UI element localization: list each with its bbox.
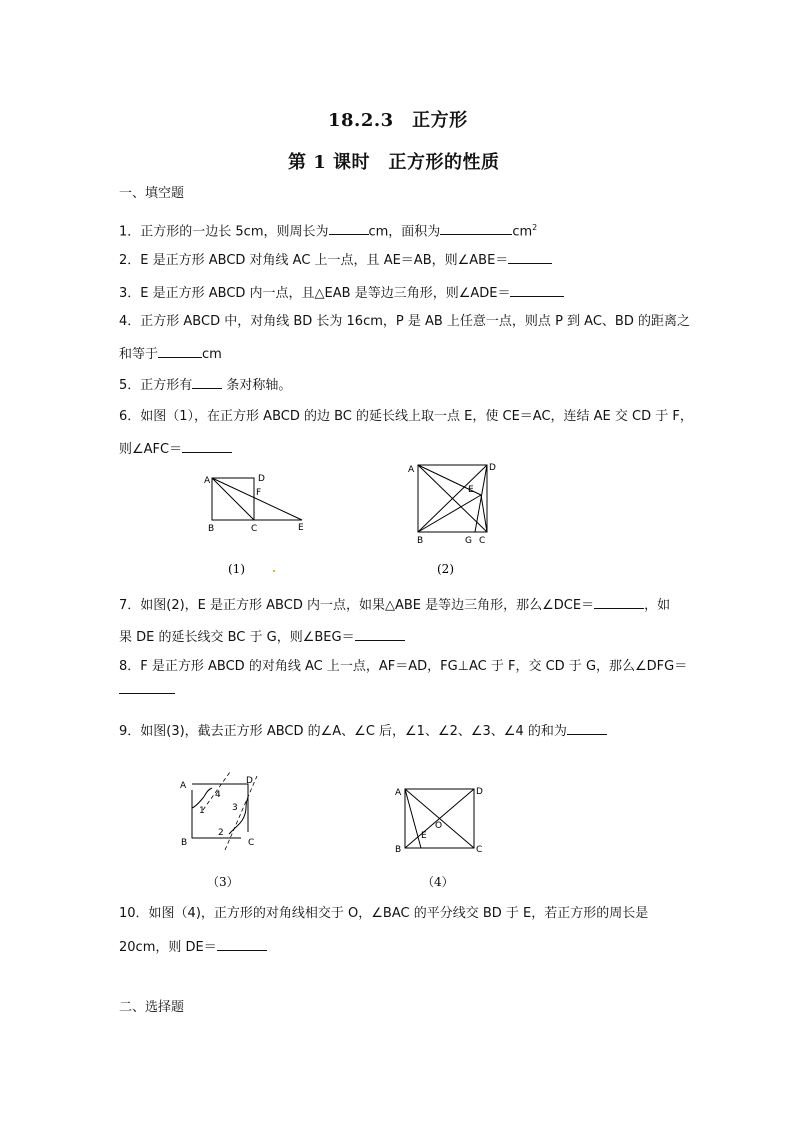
figure-1-caption: (1) [228, 562, 245, 576]
answer-blank [329, 222, 369, 235]
q3-text: 3．E 是正方形 ABCD 内一点，且△EAB 是等边三角形，则∠ADE＝ [119, 286, 511, 301]
page-title: 18.2.3 正方形 [328, 110, 468, 131]
stray-dot [273, 570, 275, 572]
q1-text-a: 1．正方形的一边长 5cm，则周长为 [119, 224, 329, 240]
label-e: E [421, 831, 427, 841]
angle-label-2: 2 [218, 828, 224, 838]
label-b: B [417, 536, 424, 546]
section-heading-fill-blank: 一、填空题 [119, 186, 185, 201]
label-d: D [246, 776, 253, 786]
figure-3-caption: （3） [207, 875, 239, 889]
label-o: O [435, 821, 443, 831]
question-10-line1: 10．如图（4)，正方形的对角线相交于 O，∠BAC 的平分线交 BD 于 E，若正方形的周长是 [119, 906, 649, 921]
q4-text: 和等于 [119, 347, 159, 362]
page-subtitle: 第 1 课时 正方形的性质 [288, 152, 500, 173]
label-a: A [204, 476, 211, 486]
figure-2 [405, 460, 515, 580]
question-4-line2 [119, 345, 222, 363]
diagonal-ac [212, 478, 254, 520]
q1-text-b: cm，面积为 [368, 224, 441, 240]
answer-blank [594, 596, 644, 609]
question-6-line2 [119, 440, 232, 458]
angle-label-1: 1 [199, 806, 205, 816]
question-4-line1: 4．正方形 ABCD 中，对角线 BD 长为 16cm，P 是 AB 上任意一点，则点 P 到 AC、BD 的距离之 [119, 314, 690, 329]
q7-text-b: ，如 [644, 598, 671, 613]
figure-4-caption: （4） [422, 875, 454, 889]
label-a: A [395, 788, 402, 798]
answer-blank [182, 440, 232, 453]
bisector-ae [405, 789, 421, 848]
segment-be [418, 495, 481, 532]
label-e: E [298, 523, 304, 533]
section-heading-multiple-choice: 二、选择题 [119, 1000, 185, 1015]
angle-label-3: 3 [232, 803, 238, 813]
q6-text: 则∠AFC＝ [119, 442, 183, 457]
label-c: C [476, 845, 483, 855]
q2-text: 2．E 是正方形 ABCD 对角线 AC 上一点，且 AE＝AB，则∠ABE＝ [119, 253, 509, 268]
angle-label-4: 4 [215, 790, 221, 800]
question-8-line1: 8．F 是正方形 ABCD 的对角线 AC 上一点，AF＝AD，FG⊥AC 于 F，交 CD 于 G，那么∠DFG＝ [119, 659, 688, 674]
question-5 [119, 376, 291, 394]
q10-text: 20cm，则 DE＝ [119, 940, 217, 955]
label-b: B [181, 838, 188, 848]
figure-2-caption: (2) [437, 562, 454, 576]
label-g: G [465, 536, 472, 546]
label-c: C [248, 838, 255, 848]
question-7-line1 [119, 596, 670, 614]
question-6-line1: 6．如图（1），在正方形 ABCD 的边 BC 的延长线上取一点 E，使 CE＝AC，连结 AE 交 CD 于 F， [119, 409, 693, 424]
cut-line-a [192, 788, 212, 808]
label-d: D [476, 787, 483, 797]
q7-text-c: 果 DE 的延长线交 BC 于 G，则∠BEG＝ [119, 630, 355, 645]
label-c: C [251, 524, 258, 534]
label-b: B [395, 845, 402, 855]
question-10-line2 [119, 938, 267, 956]
label-d: D [489, 463, 496, 473]
answer-blank [567, 722, 607, 735]
answer-blank [217, 938, 267, 951]
label-c: C [479, 536, 486, 546]
q1-unit: cm [512, 224, 533, 240]
answer-blank [355, 628, 405, 641]
label-e: E [468, 485, 474, 495]
label-a: A [180, 781, 187, 791]
figure-4 [392, 780, 492, 890]
segment-ae [212, 478, 302, 520]
answer-blank [119, 693, 175, 694]
figure-1 [198, 470, 318, 580]
question-3 [119, 284, 564, 302]
q7-text-a: 7．如图(2)，E 是正方形 ABCD 内一点，如果△ABE 是等边三角形，那么∠DCE＝ [119, 598, 595, 613]
answer-blank [440, 222, 512, 235]
figure-3 [175, 770, 275, 890]
question-9 [119, 722, 607, 740]
label-b: B [208, 524, 215, 534]
q4-unit: cm [202, 347, 222, 362]
question-2 [119, 251, 552, 269]
question-7-line2 [119, 628, 405, 646]
question-1 [119, 220, 537, 240]
q5-text-b: 条对称轴。 [226, 378, 292, 393]
label-d: D [258, 474, 265, 484]
answer-blank [510, 284, 564, 297]
answer-blank [508, 251, 552, 264]
answer-blank [158, 345, 202, 358]
q5-text-a: 5．正方形有 [119, 378, 193, 393]
label-a: A [408, 465, 415, 475]
label-f: F [256, 488, 262, 498]
q1-unit-exponent: 2 [532, 223, 538, 232]
q9-text: 9．如图(3)，截去正方形 ABCD 的∠A、∠C 后，∠1、∠2、∠3、∠4 的和为 [119, 724, 567, 739]
answer-blank [192, 376, 222, 389]
